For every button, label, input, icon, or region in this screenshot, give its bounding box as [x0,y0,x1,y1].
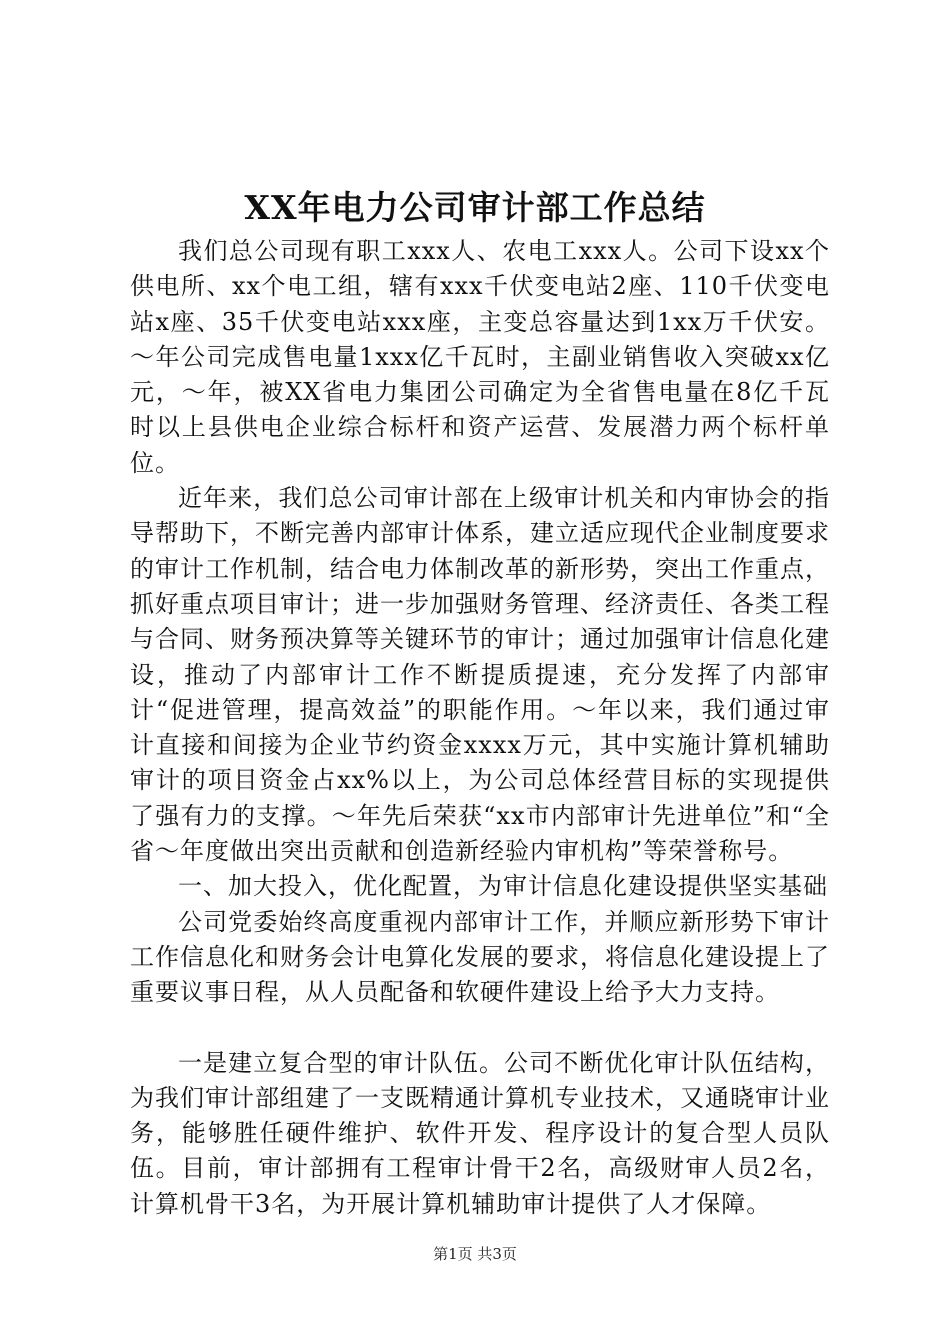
section-heading-1: 一、加大投入，优化配置，为审计信息化建设提供坚实基础 [178,872,828,901]
document-body [130,234,830,1222]
document-title: XX年电力公司审计部工作总结 [244,188,706,227]
paragraph-company-overview: 我们总公司现有职工xxx人、农电工xxx人。公司下设xx个供电所、xx个电工组，辖有xxx千伏变电站2座、110千伏变电站x座、35千伏变电站xxx座，主变总容量达到1xx万千伏安。～年公司完成售电量1xxx亿千瓦时，主副业销售收入突破xx亿元，～年，被XX省电力集团公司确定为全省售电量在8亿千瓦时以上县供电企业综合标杆和资产运营、发展潜力两个标杆单位。 [130,237,830,477]
paragraph-party-support: 公司党委始终高度重视内部审计工作，并顺应新形势下审计工作信息化和财务会计电算化发展的要求，将信息化建设提上了重要议事日程，从人员配备和软硬件建设上给予大力支持。 [130,907,830,1007]
page-footer: 第1页 共3页 [433,1245,517,1263]
paragraph-audit-achievements: 近年来，我们总公司审计部在上级审计机关和内审协会的指导帮助下，不断完善内部审计体系，建立适应现代企业制度要求的审计工作机制，结合电力体制改革的新形势，突出工作重点，抓好重点项目审计；进一步加强财务管理、经济责任、各类工程与合同、财务预决算等关键环节的审计；通过加强审计信息化建设，推动了内部审计工作不断提质提速，充分发挥了内部审计“促进管理，提高效益”的职能作用。～年以来，我们通过审计直接和间接为企业节约资金xxxx万元，其中实施计算机辅助审计的项目资金占xx%以上，为公司总体经营目标的实现提供了强有力的支撑。～年先后荣获“xx市内部审计先进单位”和“全省～年度做出突出贡献和创造新经验内审机构”等荣誉称号。 [130,484,830,866]
paragraph-audit-team: 一是建立复合型的审计队伍。公司不断优化审计队伍结构，为我们审计部组建了一支既精通计算机专业技术，又通晓审计业务，能够胜任硬件维护、软件开发、程序设计的复合型人员队伍。目前，审计部拥有工程审计骨干2名，高级财审人员2名，计算机骨干3名，为开展计算机辅助审计提供了人才保障。 [130,1048,830,1218]
